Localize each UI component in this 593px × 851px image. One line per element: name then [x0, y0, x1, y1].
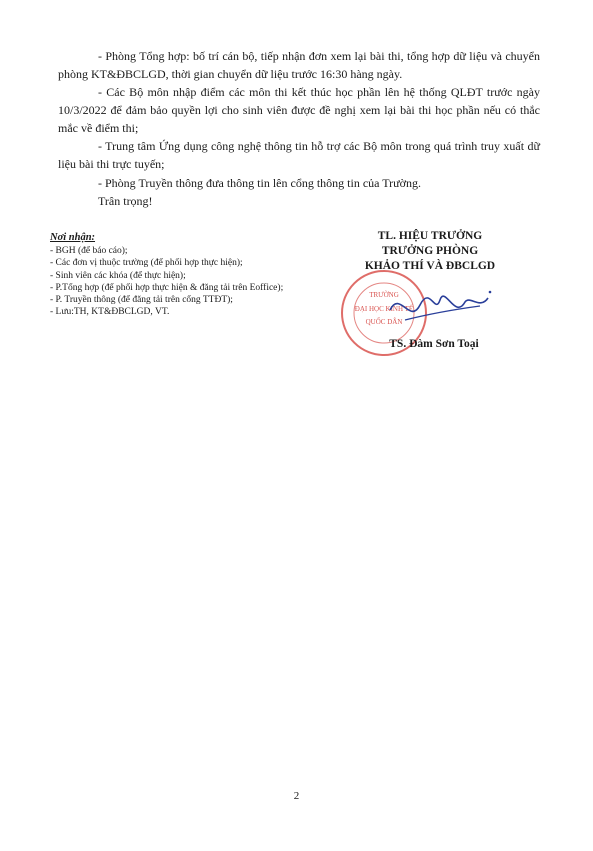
recipient-item: - P.Tổng hợp (để phối hợp thực hiện & đăng tải trên Eoffice); — [50, 282, 284, 293]
signature-title-line1: TL. HIỆU TRƯỞNG — [377, 230, 483, 242]
signature-title-line3: KHẢO THÍ VÀ ĐBCLGD — [364, 260, 496, 272]
handwritten-signature — [370, 280, 500, 340]
closing-greeting: Trân trọng! — [98, 194, 153, 208]
page-number: 2 — [293, 790, 300, 802]
svg-text:TRƯỜNG: TRƯỜNG — [369, 291, 399, 299]
recipient-item: - BGH (để báo cáo); — [50, 246, 128, 256]
paragraph-communications: - Phòng Truyền thông đưa thông tin lên cổng thông tin của Trường. — [98, 176, 422, 190]
recipient-item: - P. Truyền thông (để đăng tải trên cổng TTĐT); — [50, 295, 233, 306]
paragraph-departments: - Các Bộ môn nhập điểm các môn thi kết thúc học phần lên hệ thống QLĐT trước ngày 10/3/2022 để đảm bảo quyền lợi cho sinh viên được đề nghị xem lại bài thi học phần nếu có thắc mắc về điểm thi; — [58, 85, 540, 135]
signature-title-line2: TRƯỞNG PHÒNG — [381, 245, 479, 257]
svg-text:QUỐC DÂN: QUỐC DÂN — [365, 318, 403, 326]
recipient-item: - Sinh viên các khóa (để thực hiện); — [50, 270, 186, 281]
recipient-item: - Lưu:TH, KT&ĐBCLGD, VT. — [50, 307, 170, 318]
recipients-block — [50, 231, 330, 319]
recipient-item: - Các đơn vị thuộc trường (để phối hợp thực hiện); — [50, 258, 243, 269]
paragraph-general-office: - Phòng Tổng hợp: bố trí cán bộ, tiếp nhận đơn xem lại bài thi, tổng hợp dữ liệu và chuyển phòng KT&ĐBCLGD, thời gian chuyển dữ liệu trước 16:30 hàng ngày. — [58, 49, 540, 81]
svg-text:ĐẠI HỌC KINH TẾ: ĐẠI HỌC KINH TẾ — [354, 305, 414, 313]
recipients-list — [50, 245, 330, 319]
signer-name: TS. Đàm Sơn Toại — [389, 338, 479, 350]
recipients-title: Nơi nhận: — [50, 232, 96, 243]
paragraph-it-center: - Trung tâm Ứng dụng công nghệ thông tin hỗ trợ các Bộ môn trong quá trình truy xuất dữ liệu bài thi trực tuyến; — [58, 139, 540, 171]
